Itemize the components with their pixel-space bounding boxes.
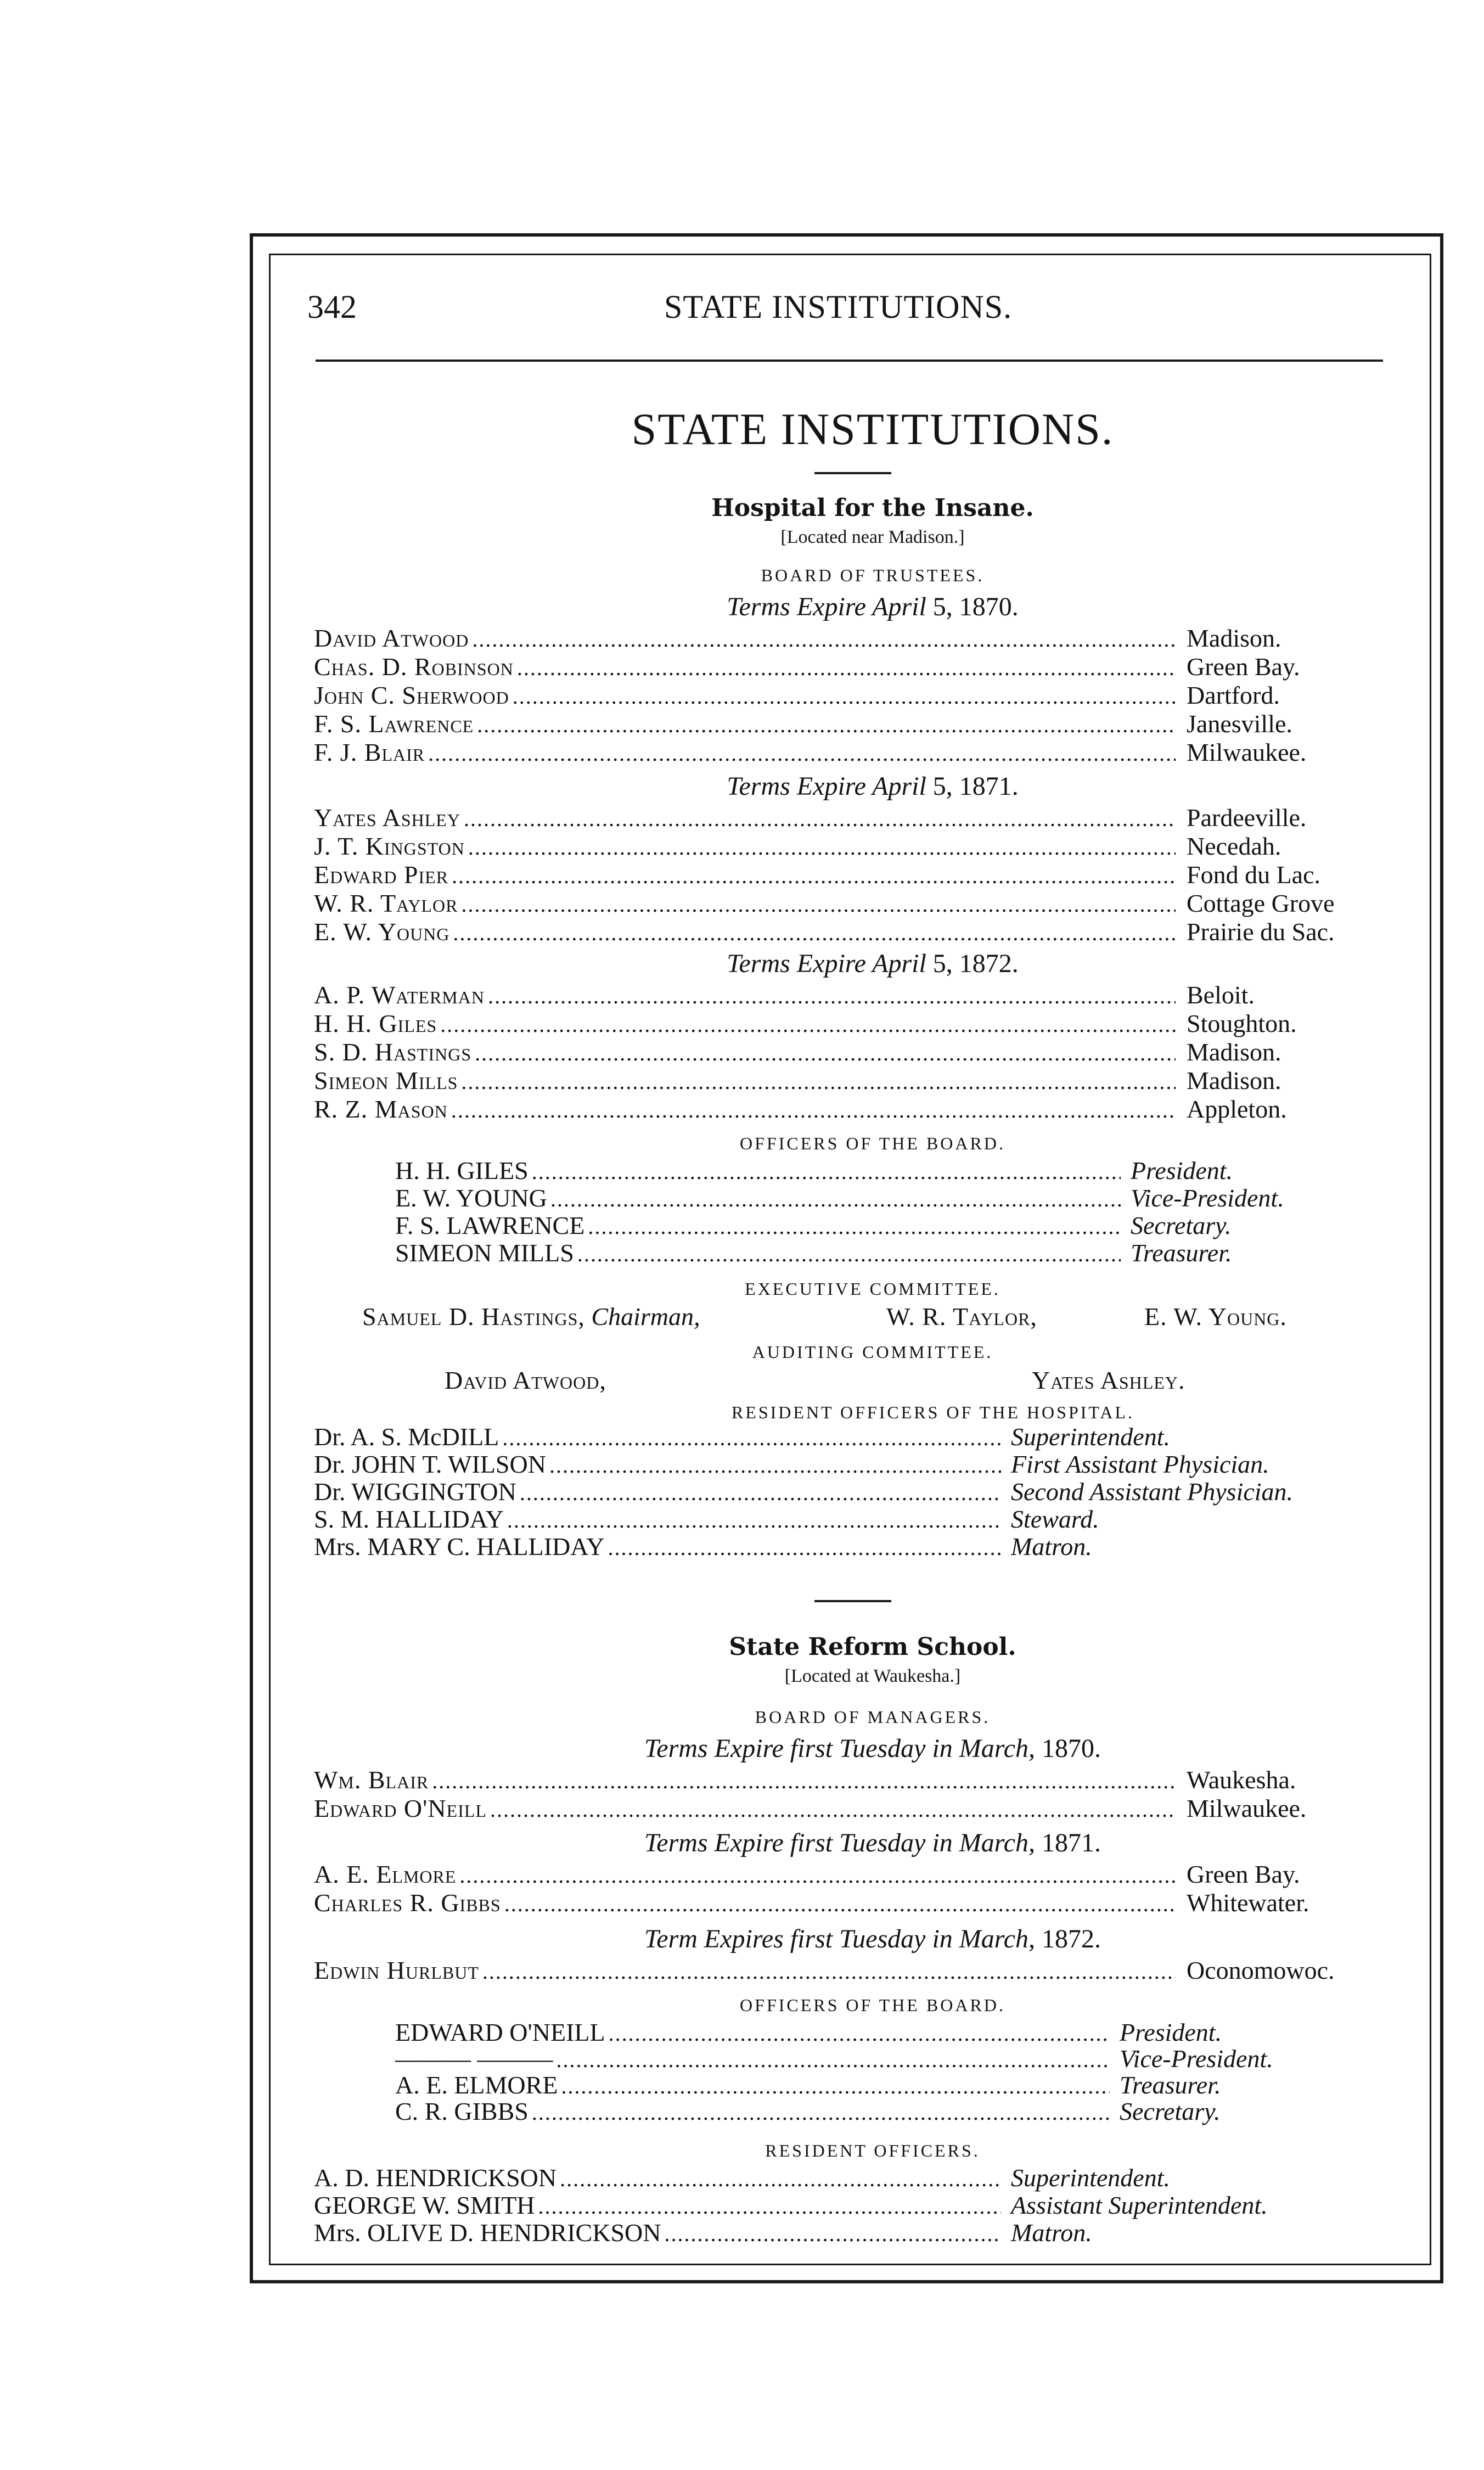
executive-heading: EXECUTIVE COMMITTEE. [745, 1279, 1000, 1299]
trustee-row: Simeon Mills . . . Madison. [314, 1068, 1390, 1093]
resident-row: S. M. HALLIDAY . . . Steward. [314, 1507, 1390, 1532]
manager-row: Edwin Hurlbut . . . Oconomowoc. [314, 1958, 1390, 1983]
manager-row: Wm. Blair . . . Waukesha. [314, 1767, 1390, 1793]
trustee-row: Edward Pier . . . Fond du Lac. [314, 862, 1390, 888]
resident-row: A. D. HENDRICKSON . . . Superintendent. [314, 2165, 1390, 2191]
trustee-row: F. J. Blair . . . Milwaukee. [314, 740, 1390, 765]
resident-row: Dr. JOHN T. WILSON . . . First Assistant Physician. [314, 1452, 1390, 1477]
hospital-terms-1870: Terms Expire April 5, 1870. [727, 592, 1019, 621]
reform-location: [Located at Waukesha.] [784, 1666, 961, 1686]
auditing-member: Yates Ashley. [1032, 1366, 1185, 1394]
officer-row: A. E. ELMORE . . . Treasurer. [395, 2073, 1328, 2098]
officer-row: ——— ——— . . . Vice-President. [395, 2046, 1328, 2072]
hospital-board-heading: BOARD OF TRUSTEES. [761, 565, 985, 585]
hospital-location: [Located near Madison.] [780, 527, 965, 547]
reform-terms-1872: Term Expires first Tuesday in March, 1872. [644, 1924, 1101, 1953]
title-rule [814, 472, 891, 474]
trustee-row: H. H. Giles . . . Stoughton. [314, 1011, 1390, 1036]
trustee-row: W. R. Taylor . . . Cottage Grove [314, 891, 1390, 916]
trustee-row: R. Z. Mason . . . Appleton. [314, 1097, 1390, 1122]
hospital-officers-heading: OFFICERS OF THE BOARD. [740, 1133, 1005, 1153]
resident-row: Dr. WIGGINGTON . . . Second Assistant Physician. [314, 1479, 1390, 1505]
officer-row: SIMEON MILLS . . . Treasurer. [395, 1240, 1328, 1266]
executive-member: W. R. Taylor, [886, 1303, 1037, 1331]
trustee-row: J. T. Kingston . . . Necedah. [314, 834, 1390, 859]
trustee-row: F. S. Lawrence . . . Janesville. [314, 711, 1390, 737]
reform-resident-heading: RESIDENT OFFICERS. [765, 2141, 980, 2160]
trustee-row: A. P. Waterman . . . Beloit. [314, 983, 1390, 1008]
reform-title: State Reform School. [729, 1633, 1016, 1661]
officer-row: C. R. GIBBS . . . Secretary. [395, 2099, 1328, 2124]
hospital-terms-1871: Terms Expire April 5, 1871. [727, 772, 1019, 801]
resident-row: Mrs. OLIVE D. HENDRICKSON . . . Matron. [314, 2220, 1390, 2246]
manager-row: Charles R. Gibbs . . . Whitewater. [314, 1890, 1390, 1916]
resident-heading: RESIDENT OFFICERS OF THE HOSPITAL. [731, 1402, 1135, 1422]
officer-row: F. S. LAWRENCE . . . Secretary. [395, 1213, 1328, 1238]
hospital-terms-1872: Terms Expire April 5, 1872. [727, 949, 1019, 978]
auditing-heading: AUDITING COMMITTEE. [752, 1342, 993, 1362]
header-rule [316, 360, 1383, 362]
main-title: STATE INSTITUTIONS. [631, 404, 1114, 454]
trustee-row: John C. Sherwood . . . Dartford. [314, 683, 1390, 708]
resident-row: Mrs. MARY C. HALLIDAY . . . Matron. [314, 1534, 1390, 1559]
executive-member: E. W. Young. [1144, 1303, 1287, 1331]
reform-officers-heading: OFFICERS OF THE BOARD. [740, 1995, 1005, 2015]
trustee-row: Chas. D. Robinson . . . Green Bay. [314, 654, 1390, 680]
reform-terms-1871: Terms Expire first Tuesday in March, 1871. [644, 1828, 1101, 1857]
resident-row: Dr. A. S. McDILL . . . Superintendent. [314, 1424, 1390, 1450]
section-rule [814, 1600, 891, 1602]
trustee-row: S. D. Hastings . . . Madison. [314, 1040, 1390, 1065]
trustee-row: Yates Ashley . . . Pardeeville. [314, 805, 1390, 830]
officer-row: EDWARD O'NEILL . . . President. [395, 2020, 1328, 2045]
running-title: STATE INSTITUTIONS. [664, 289, 1013, 325]
auditing-member: David Atwood, [445, 1366, 606, 1394]
manager-row: A. E. Elmore . . . Green Bay. [314, 1862, 1390, 1887]
executive-chair: Samuel D. Hastings, Chairman, [362, 1303, 700, 1331]
page-number: 342 [307, 289, 357, 325]
reform-board-heading: BOARD OF MANAGERS. [755, 1707, 991, 1727]
hospital-title: Hospital for the Insane. [711, 494, 1034, 522]
manager-row: Edward O'Neill . . . Milwaukee. [314, 1796, 1390, 1821]
resident-row: GEORGE W. SMITH . . . Assistant Superintendent. [314, 2193, 1390, 2218]
trustee-row: David Atwood . . . Madison. [314, 626, 1390, 651]
trustee-row: E. W. Young . . . Prairie du Sac. [314, 919, 1390, 945]
reform-terms-1870: Terms Expire first Tuesday in March, 1870. [644, 1734, 1101, 1763]
officer-row: E. W. YOUNG . . . Vice-President. [395, 1186, 1328, 1211]
officer-row: H. H. GILES . . . President. [395, 1158, 1328, 1183]
